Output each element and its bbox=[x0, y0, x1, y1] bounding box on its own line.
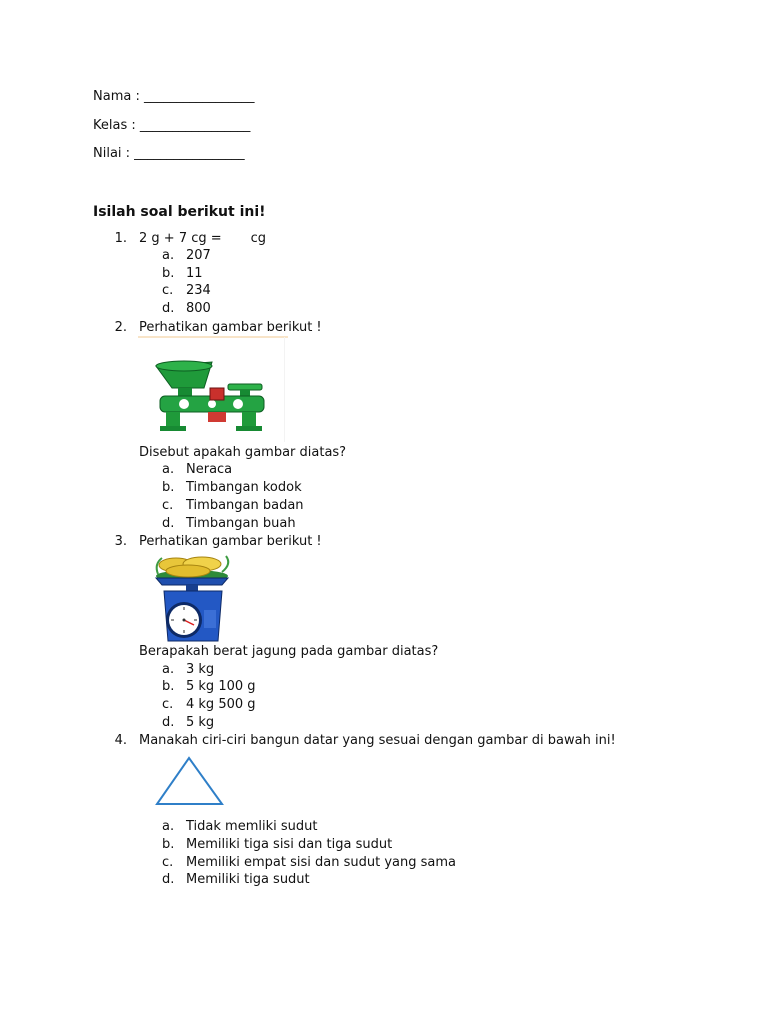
q2-option-d-letter: d. bbox=[162, 516, 175, 531]
q2-option-d[interactable]: Timbangan buah bbox=[186, 516, 296, 531]
q3-option-c-letter: c. bbox=[162, 697, 174, 712]
q2-option-b[interactable]: Timbangan kodok bbox=[186, 480, 302, 495]
q2-option-a-letter: a. bbox=[162, 462, 175, 477]
nilai-field[interactable]: Nilai : _________________ bbox=[93, 146, 245, 161]
question-3-text: Perhatikan gambar berikut ! bbox=[139, 534, 322, 549]
q4-option-b[interactable]: Memiliki tiga sisi dan tiga sudut bbox=[186, 837, 393, 852]
question-3-prompt: Berapakah berat jagung pada gambar diatas? bbox=[139, 644, 439, 659]
triangle-illustration bbox=[154, 755, 226, 807]
nama-field[interactable]: Nama : _________________ bbox=[93, 89, 255, 104]
q4-option-b-letter: b. bbox=[162, 837, 175, 852]
q4-option-c-letter: c. bbox=[162, 855, 174, 870]
question-1-text: 2 g + 7 cg = cg bbox=[139, 231, 266, 246]
question-1-number: 1. bbox=[114, 231, 127, 246]
q2-option-a[interactable]: Neraca bbox=[186, 462, 233, 477]
question-2-number: 2. bbox=[114, 320, 127, 335]
q1-option-c-letter: c. bbox=[162, 283, 174, 298]
question-4-text: Manakah ciri-ciri bangun datar yang sesuai dengan gambar di bawah ini! bbox=[139, 733, 616, 748]
q1-option-b-letter: b. bbox=[162, 266, 175, 281]
q3-option-b[interactable]: 5 kg 100 g bbox=[186, 679, 256, 694]
q1-option-b[interactable]: 11 bbox=[186, 266, 203, 281]
q3-option-a-letter: a. bbox=[162, 662, 175, 677]
q1-option-d-letter: d. bbox=[162, 301, 175, 316]
q3-option-c[interactable]: 4 kg 500 g bbox=[186, 697, 256, 712]
q3-option-d[interactable]: 5 kg bbox=[186, 715, 215, 730]
q4-option-c[interactable]: Memiliki empat sisi dan sudut yang sama bbox=[186, 855, 456, 870]
question-3-number: 3. bbox=[114, 534, 127, 549]
instruction-heading: Isilah soal berikut ini! bbox=[93, 204, 266, 220]
q2-option-c[interactable]: Timbangan badan bbox=[186, 498, 304, 513]
question-2-text: Perhatikan gambar berikut ! bbox=[139, 320, 322, 335]
q1-option-a-letter: a. bbox=[162, 248, 175, 263]
corn-scale-illustration bbox=[152, 552, 234, 644]
q2-option-c-letter: c. bbox=[162, 498, 174, 513]
q4-option-a[interactable]: Tidak memliki sudut bbox=[186, 819, 318, 834]
q3-option-b-letter: b. bbox=[162, 679, 175, 694]
q4-option-a-letter: a. bbox=[162, 819, 175, 834]
balance-scale-illustration bbox=[138, 336, 288, 444]
q3-option-d-letter: d. bbox=[162, 715, 175, 730]
q1-option-c[interactable]: 234 bbox=[186, 283, 211, 298]
kelas-field[interactable]: Kelas : _________________ bbox=[93, 118, 251, 133]
q3-option-a[interactable]: 3 kg bbox=[186, 662, 215, 677]
q1-option-d[interactable]: 800 bbox=[186, 301, 211, 316]
q2-option-b-letter: b. bbox=[162, 480, 175, 495]
q1-option-a[interactable]: 207 bbox=[186, 248, 211, 263]
question-2-prompt: Disebut apakah gambar diatas? bbox=[139, 445, 347, 460]
q4-option-d[interactable]: Memiliki tiga sudut bbox=[186, 872, 310, 887]
q4-option-d-letter: d. bbox=[162, 872, 175, 887]
question-4-number: 4. bbox=[114, 733, 127, 748]
